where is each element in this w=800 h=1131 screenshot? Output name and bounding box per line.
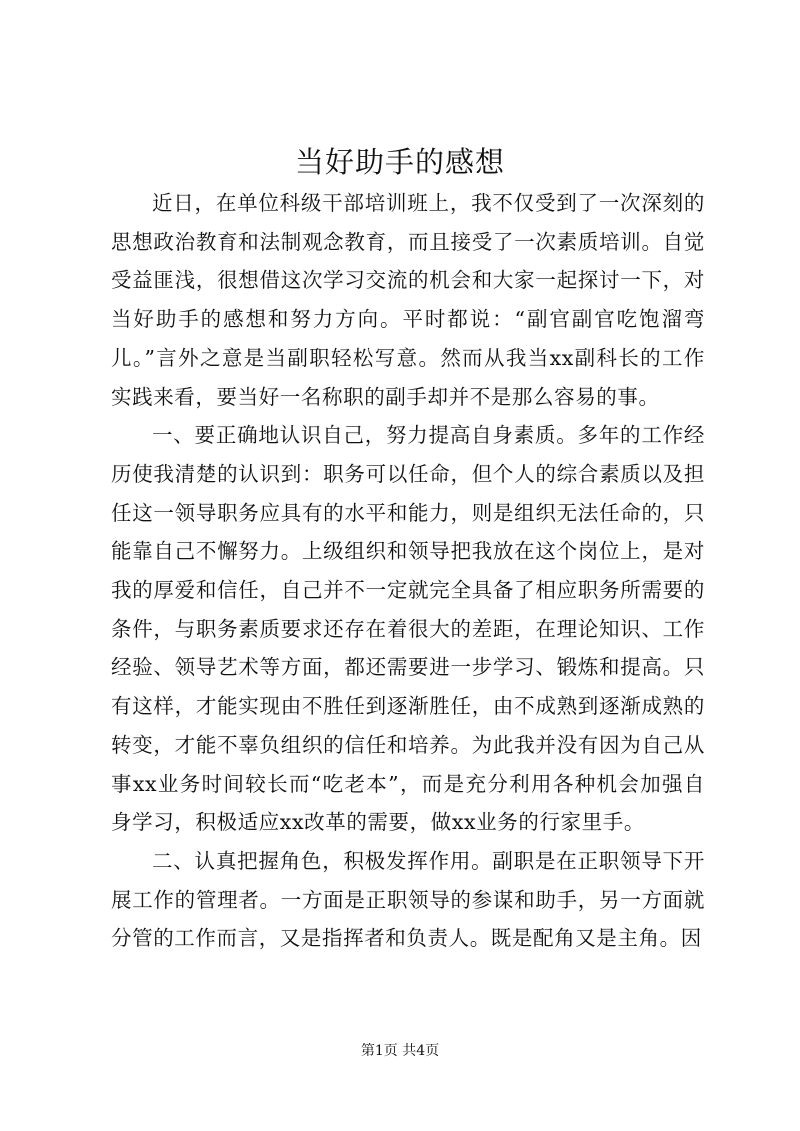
document-title: 当好助手的感想	[294, 145, 505, 179]
paragraph-intro: 近日，在单位科级干部培训班上，我不仅受到了一次深刻的思想政治教育和法制观念教育，而且接受了一次素质培训。自觉受益匪浅，很想借这次学习交流的机会和大家一起探讨一下，对当好助手的感想和努力方向。平时都说：“副官副官吃饱溜弯儿。”言外之意是当副职轻松写意。然而从我当xx副科长的工作实践来看，要当好一名称职的副手却并不是那么容易的事。	[111, 191, 705, 409]
paragraph-section-two: 二、认真把握角色，积极发挥作用。副职是在正职领导下开展工作的管理者。一方面是正职领导的参谋和助手，另一方面就分管的工作而言，又是指挥者和负责人。既是配角又是主角。因	[111, 848, 705, 951]
document-body	[111, 184, 705, 958]
page-number-footer: 第1页 共4页	[360, 1043, 440, 1059]
paragraph-section-one: 一、要正确地认识自己，努力提高自身素质。多年的工作经历使我清楚的认识到：职务可以任命，但个人的综合素质以及担任这一领导职务应具有的水平和能力，则是组织无法任命的，只能靠自己不懈努力。上级组织和领导把我放在这个岗位上，是对我的厚爱和信任，自己并不一定就完全具备了相应职务所需要的条件，与职务素质要求还存在着很大的差距，在理论知识、工作经验、领导艺术等方面，都还需要进一步学习、锻炼和提高。只有这样，才能实现由不胜任到逐渐胜任，由不成熟到逐渐成熟的转变，才能不辜负组织的信任和培养。为此我并没有因为自己从事xx业务时间较长而“吃老本”，而是充分利用各种机会加强自身学习，积极适应xx改革的需要，做xx业务的行家里手。	[111, 423, 705, 835]
